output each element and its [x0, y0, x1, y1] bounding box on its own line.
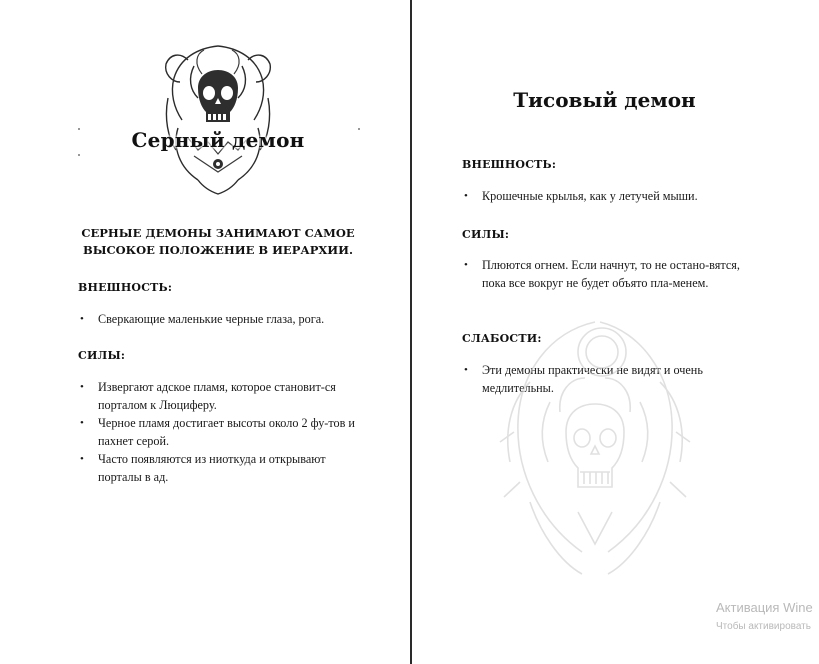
page-title: Тисовый демон — [513, 88, 696, 112]
section-heading-appearance: ВНЕШНОСТЬ: — [78, 281, 173, 294]
intro-text: СЕРНЫЕ ДЕМОНЫ ЗАНИМАЮТ САМОЕ ВЫСОКОЕ ПОЛОЖЕНИЕ В ИЕРАРХИИ. — [81, 226, 355, 257]
demon-skull-emblem-icon — [158, 38, 278, 198]
decor-dot — [78, 154, 80, 156]
appearance-list — [78, 310, 378, 328]
list-item: • Черное пламя достигает высоты около 2 фу-тов и пахнет серой. — [78, 414, 366, 450]
os-activation-watermark — [716, 600, 819, 632]
powers-list — [78, 378, 366, 486]
list-item: • Крошечные крылья, как у летучей мыши. — [462, 187, 762, 205]
list-item: • Извергают адское пламя, которое становит-ся порталом к Люциферу. — [78, 378, 366, 414]
powers-list — [462, 256, 747, 292]
list-item: • Плюются огнем. Если начнут, то не остано-вятся, пока все вокруг не будет объято пла-менем. — [462, 256, 747, 292]
section-heading-powers: СИЛЫ: — [462, 228, 510, 241]
list-item: • Сверкающие маленькие черные глаза, рога. — [78, 310, 378, 328]
section-heading-appearance: ВНЕШНОСТЬ: — [462, 158, 557, 171]
appearance-list — [462, 187, 762, 205]
page-title: Серный демон — [131, 128, 305, 152]
activation-line2: Чтобы активировать — [716, 621, 811, 632]
activation-line1: Активация Wine — [716, 600, 813, 615]
list-item: • Эти демоны практически не видят и очень медлительны. — [462, 361, 752, 397]
demon-skull-watermark-icon — [490, 312, 700, 587]
list-item: • Часто появляются из ниоткуда и открывают порталы в ад. — [78, 450, 366, 486]
section-heading-powers: СИЛЫ: — [78, 349, 126, 362]
section-heading-weaknesses: СЛАБОСТИ: — [462, 332, 542, 345]
